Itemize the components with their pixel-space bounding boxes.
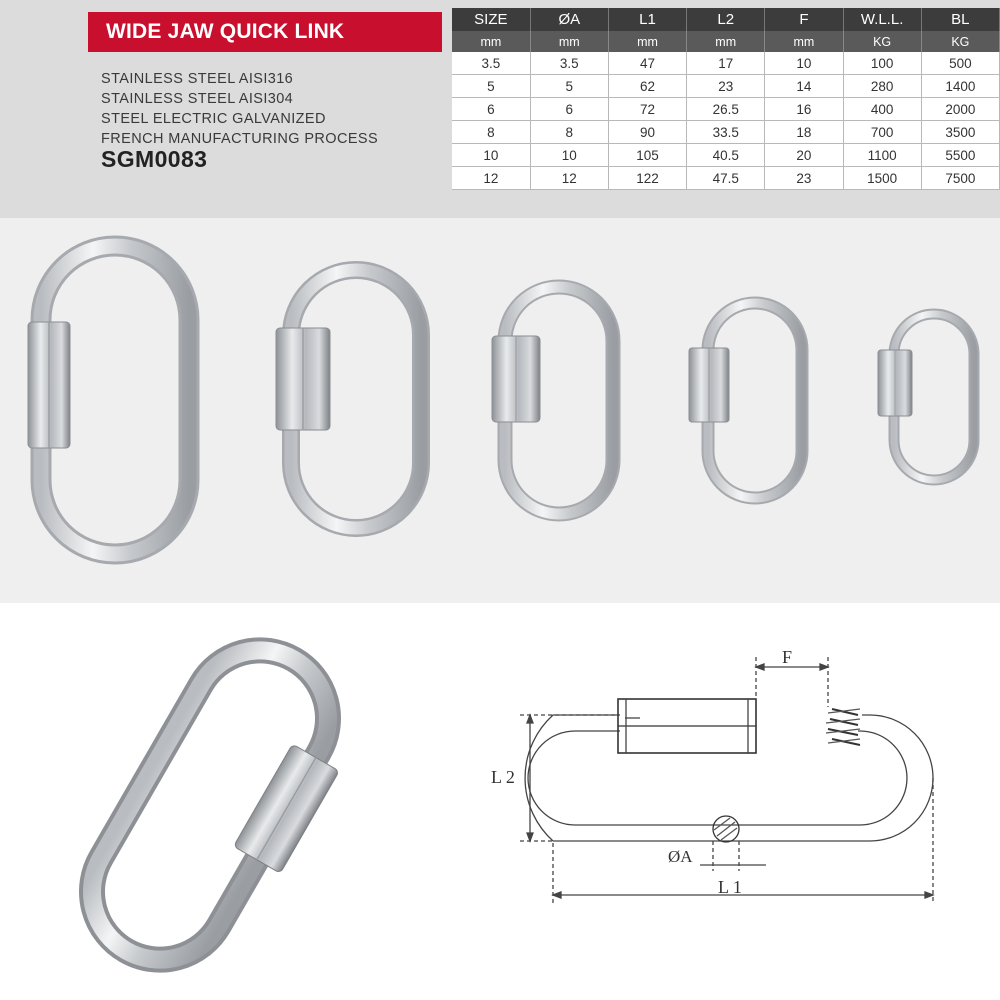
column-header: SIZE xyxy=(452,8,530,31)
table-cell: 10 xyxy=(530,144,608,167)
product-photo-row xyxy=(0,218,1000,603)
table-cell: 8 xyxy=(452,121,530,144)
table-row xyxy=(452,75,1000,98)
table-cell: 3.5 xyxy=(530,52,608,75)
table-cell: 1500 xyxy=(843,167,921,190)
material-line: STAINLESS STEEL AISI316 xyxy=(101,71,294,87)
table-cell: 10 xyxy=(765,52,843,75)
table-cell: 7500 xyxy=(921,167,999,190)
table-cell: 122 xyxy=(608,167,686,190)
dimension-label-f: F xyxy=(782,647,793,667)
table-row xyxy=(452,167,1000,190)
unit-header: mm xyxy=(530,31,608,52)
table-cell: 1400 xyxy=(921,75,999,98)
unit-header: mm xyxy=(452,31,530,52)
table-cell: 1100 xyxy=(843,144,921,167)
table-units-row xyxy=(452,31,1000,52)
specification-table xyxy=(452,8,1000,190)
table-cell: 18 xyxy=(765,121,843,144)
product-code: SGM0083 xyxy=(101,146,208,172)
header-panel xyxy=(0,0,1000,218)
table-cell: 400 xyxy=(843,98,921,121)
table-row xyxy=(452,121,1000,144)
quick-link-image xyxy=(689,303,802,498)
column-header: L1 xyxy=(608,8,686,31)
quick-links-photo xyxy=(0,218,1000,603)
table-cell: 47.5 xyxy=(687,167,765,190)
table-header-row xyxy=(452,8,1000,31)
quick-link-image xyxy=(276,270,421,528)
quick-link-image xyxy=(878,314,974,480)
material-line: FRENCH MANUFACTURING PROCESS xyxy=(101,131,379,147)
table-cell: 5500 xyxy=(921,144,999,167)
table-cell: 40.5 xyxy=(687,144,765,167)
column-header: BL xyxy=(921,8,999,31)
table-cell: 700 xyxy=(843,121,921,144)
materials-list xyxy=(101,69,378,149)
table-cell: 10 xyxy=(452,144,530,167)
unit-header: KG xyxy=(843,31,921,52)
table-cell: 5 xyxy=(530,75,608,98)
table-cell: 100 xyxy=(843,52,921,75)
table-body xyxy=(452,52,1000,190)
unit-header: KG xyxy=(921,31,999,52)
table-cell: 8 xyxy=(530,121,608,144)
table-row xyxy=(452,144,1000,167)
column-header: ØA xyxy=(530,8,608,31)
column-header: L2 xyxy=(687,8,765,31)
product-title-banner: WIDE JAW QUICK LINK xyxy=(88,12,442,52)
material-line: STEEL ELECTRIC GALVANIZED xyxy=(101,111,326,127)
column-header: W.L.L. xyxy=(843,8,921,31)
table-cell: 12 xyxy=(530,167,608,190)
table-cell: 20 xyxy=(765,144,843,167)
table-cell: 17 xyxy=(687,52,765,75)
table-cell: 72 xyxy=(608,98,686,121)
unit-header: mm xyxy=(765,31,843,52)
table-row xyxy=(452,52,1000,75)
table-cell: 500 xyxy=(921,52,999,75)
table-cell: 23 xyxy=(765,167,843,190)
table-cell: 14 xyxy=(765,75,843,98)
table-cell: 280 xyxy=(843,75,921,98)
table-cell: 3500 xyxy=(921,121,999,144)
table-cell: 16 xyxy=(765,98,843,121)
dimension-label-l1: L 1 xyxy=(718,877,742,897)
table-cell: 6 xyxy=(452,98,530,121)
quick-link-image xyxy=(492,287,613,514)
table-cell: 23 xyxy=(687,75,765,98)
table-cell: 90 xyxy=(608,121,686,144)
table-cell: 3.5 xyxy=(452,52,530,75)
table-cell: 33.5 xyxy=(687,121,765,144)
table-cell: 12 xyxy=(452,167,530,190)
table-cell: 5 xyxy=(452,75,530,98)
material-line: STAINLESS STEEL AISI304 xyxy=(101,91,294,107)
column-header: F xyxy=(765,8,843,31)
table-cell: 6 xyxy=(530,98,608,121)
table-cell: 62 xyxy=(608,75,686,98)
angled-quick-link-image xyxy=(67,626,376,998)
table-cell: 26.5 xyxy=(687,98,765,121)
dimension-label-diameter: ØA xyxy=(668,847,693,866)
table-row xyxy=(452,98,1000,121)
table-cell: 105 xyxy=(608,144,686,167)
table-cell: 2000 xyxy=(921,98,999,121)
dimension-label-l2: L 2 xyxy=(491,767,515,787)
unit-header: mm xyxy=(608,31,686,52)
quick-link-image xyxy=(28,246,189,554)
table-cell: 47 xyxy=(608,52,686,75)
bottom-section xyxy=(0,603,1000,1000)
unit-header: mm xyxy=(687,31,765,52)
technical-drawing xyxy=(520,657,933,903)
